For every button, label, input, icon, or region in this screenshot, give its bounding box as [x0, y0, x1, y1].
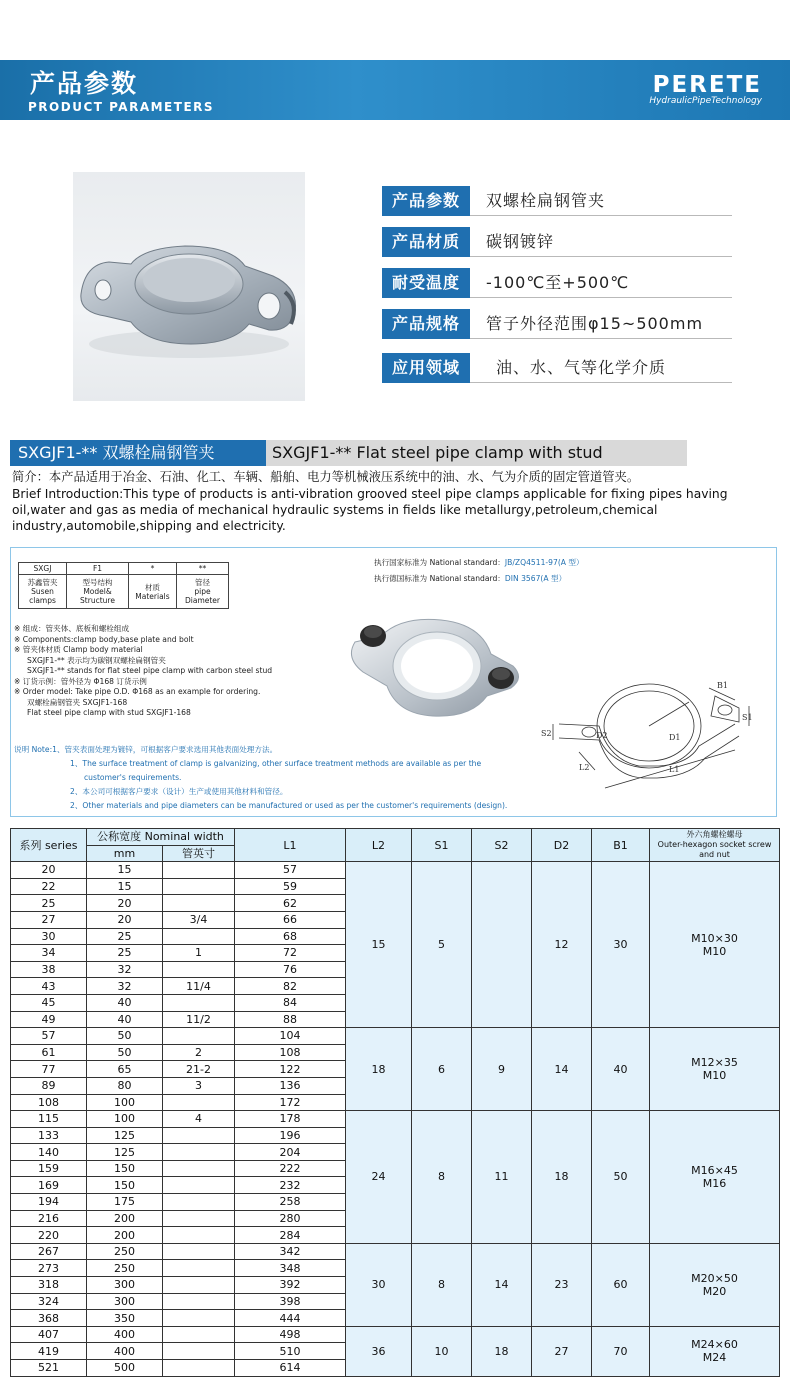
note-line: 说明 Note:1、管夹表面处理为镀锌，可根据客户要求选用其他表面处理方法。 — [14, 745, 278, 754]
param-row — [382, 186, 732, 216]
table-cell: 392 — [235, 1277, 346, 1294]
table-cell: 400 — [87, 1343, 163, 1360]
table-cell: 267 — [11, 1243, 87, 1260]
table-cell: 84 — [235, 994, 346, 1011]
brand-name: PERETE — [652, 72, 762, 98]
table-cell: 22 — [11, 878, 87, 895]
table-cell: 18 — [532, 1111, 592, 1244]
param-value: 管子外径范围φ15~500mm — [486, 314, 704, 333]
code-desc: 材质 Materials — [129, 575, 177, 609]
table-cell: 284 — [235, 1227, 346, 1244]
table-cell — [163, 994, 235, 1011]
table-cell: 178 — [235, 1111, 346, 1128]
product-title-cn: SXGJF1-** 双螺栓扁钢管夹 — [10, 440, 266, 466]
table-cell — [163, 878, 235, 895]
note-line: 双螺栓扁钢管夹 SXGJF1-168 — [27, 697, 128, 707]
table-cell: 23 — [532, 1243, 592, 1326]
param-label: 产品参数 — [382, 186, 470, 216]
table-cell: 159 — [11, 1160, 87, 1177]
table-cell: 11/2 — [163, 1011, 235, 1028]
header-screw: 外六角螺栓螺母 Outer-hexagon socket screw and nut — [650, 829, 780, 862]
table-cell: 222 — [235, 1160, 346, 1177]
table-cell: 318 — [11, 1277, 87, 1294]
table-cell: 70 — [592, 1326, 650, 1376]
table-cell — [163, 1343, 235, 1360]
divider — [470, 297, 732, 298]
nut-spec: M10 — [702, 1069, 727, 1083]
table-cell: 59 — [235, 878, 346, 895]
header-s2: S2 — [472, 829, 532, 862]
table-cell: 40 — [87, 1011, 163, 1028]
table-cell: 30 — [346, 1243, 412, 1326]
table-cell: 20 — [87, 911, 163, 928]
table-cell — [163, 895, 235, 912]
table-cell — [163, 961, 235, 978]
table-cell: 32 — [87, 978, 163, 995]
table-cell: 150 — [87, 1177, 163, 1194]
diagram-label: S1 — [742, 713, 753, 722]
table-cell: 200 — [87, 1210, 163, 1227]
table-cell: 108 — [11, 1094, 87, 1111]
code-table — [18, 562, 229, 609]
table-cell: 368 — [11, 1310, 87, 1327]
table-cell: 196 — [235, 1127, 346, 1144]
table-cell — [163, 1227, 235, 1244]
clamp-diagram — [539, 666, 773, 794]
table-cell: 136 — [235, 1077, 346, 1094]
header-l2: L2 — [346, 829, 412, 862]
table-cell: 20 — [87, 895, 163, 912]
note-line: customer's requirements. — [84, 773, 182, 782]
table-cell: 2 — [163, 1044, 235, 1061]
table-row — [11, 862, 780, 879]
standard-value: DIN 3567(A 型） — [504, 574, 567, 583]
table-cell: 125 — [87, 1144, 163, 1161]
table-cell: 104 — [235, 1028, 346, 1045]
table-cell: 36 — [346, 1326, 412, 1376]
table-cell: 43 — [11, 978, 87, 995]
table-cell: 34 — [11, 945, 87, 962]
table-cell: 61 — [11, 1044, 87, 1061]
table-cell: 11/4 — [163, 978, 235, 995]
note-line: ※ 管夹体材质 Clamp body material — [14, 645, 143, 654]
nut-spec: M20 — [702, 1284, 727, 1298]
table-cell — [163, 1326, 235, 1343]
table-cell: 500 — [87, 1360, 163, 1377]
table-cell: 300 — [87, 1277, 163, 1294]
table-row — [11, 1111, 780, 1128]
table-cell: 21-2 — [163, 1061, 235, 1078]
table-cell: 72 — [235, 945, 346, 962]
standard-label: 执行国家标准为 National standard： — [374, 558, 505, 567]
table-cell: 45 — [11, 994, 87, 1011]
table-cell — [163, 1127, 235, 1144]
table-cell: 30 — [11, 928, 87, 945]
national-standard — [374, 557, 584, 568]
table-cell: 3/4 — [163, 911, 235, 928]
table-cell: 100 — [87, 1094, 163, 1111]
header-d2: D2 — [532, 829, 592, 862]
table-cell: 25 — [87, 945, 163, 962]
nut-spec: M24 — [702, 1351, 727, 1365]
note-line: ※ 组成：管夹体、底板和螺栓组成 — [14, 624, 130, 633]
param-value: 双螺栓扁钢管夹 — [486, 191, 606, 210]
diagram-label: B1 — [717, 681, 728, 690]
clamp-render-icon — [341, 606, 541, 726]
table-row — [11, 1028, 780, 1045]
table-cell: 57 — [11, 1028, 87, 1045]
header-b1: B1 — [592, 829, 650, 862]
code-desc: 苏鑫管夹 Susen clamps — [19, 575, 67, 609]
spec-table — [10, 828, 780, 1377]
table-cell — [163, 1243, 235, 1260]
brand-logo — [649, 72, 762, 106]
table-cell: 14 — [472, 1243, 532, 1326]
table-cell: 20 — [11, 862, 87, 879]
table-cell: 100 — [87, 1111, 163, 1128]
table-cell: 125 — [87, 1127, 163, 1144]
table-cell: 30 — [592, 862, 650, 1028]
table-cell — [163, 1028, 235, 1045]
table-cell: 498 — [235, 1326, 346, 1343]
note-line: 1、The surface treatment of clamp is galvanizing, other surface treatment methods are available as per the — [70, 759, 482, 768]
table-cell: 216 — [11, 1210, 87, 1227]
table-cell: 15 — [87, 878, 163, 895]
code-cell: ** — [177, 563, 229, 575]
header-title-en: PRODUCT PARAMETERS — [28, 100, 215, 114]
table-cell: 12 — [532, 862, 592, 1028]
table-cell: 76 — [235, 961, 346, 978]
note-line: ※ Order model: Take pipe O.D. Φ168 as an example for ordering. — [14, 687, 261, 696]
diagram-label: S2 — [541, 729, 552, 738]
table-cell: 350 — [87, 1310, 163, 1327]
table-row — [11, 1326, 780, 1343]
code-cell: F1 — [67, 563, 129, 575]
intro-en: Brief Introduction:This type of products is anti-vibration grooved steel pipe clamps applicable for fixing pipes having oil,water and gas as media of mechanical hydraulic systems in fields like metallurgy,petroleum,chemical industry,automobile,shipping and electricity. — [12, 487, 728, 533]
table-cell: 342 — [235, 1243, 346, 1260]
diagram-label: L1 — [669, 765, 680, 774]
code-desc: 型号结构 Model& Structure — [67, 575, 129, 609]
table-cell: 614 — [235, 1360, 346, 1377]
intro-cn: 简介：本产品适用于冶金、石油、化工、车辆、船舶、电力等机械液压系统中的油、水、气为介质的固定管道管夹。 — [12, 470, 640, 484]
table-cell: 220 — [11, 1227, 87, 1244]
table-cell: 9 — [472, 1028, 532, 1111]
table-cell: 419 — [11, 1343, 87, 1360]
table-cell: 15 — [346, 862, 412, 1028]
table-cell: 14 — [532, 1028, 592, 1111]
table-cell: 66 — [235, 911, 346, 928]
note-line: 2、Other materials and pipe diameters can be manufactured or used as per the customer's requirements (design). — [70, 801, 508, 810]
table-cell — [163, 1160, 235, 1177]
divider — [470, 382, 732, 383]
table-cell: 11 — [472, 1111, 532, 1244]
table-cell: 89 — [11, 1077, 87, 1094]
table-cell: 1 — [163, 945, 235, 962]
table-cell: 15 — [87, 862, 163, 879]
product-photo — [73, 172, 305, 401]
diagram-label: L2 — [579, 763, 590, 772]
table-cell: 82 — [235, 978, 346, 995]
table-cell — [472, 862, 532, 1028]
table-cell: 348 — [235, 1260, 346, 1277]
nut-spec: M16 — [702, 1176, 727, 1190]
table-cell: 6 — [412, 1028, 472, 1111]
table-cell: 38 — [11, 961, 87, 978]
table-cell — [163, 928, 235, 945]
screw-spec: M12×35 — [691, 1056, 738, 1070]
param-label: 应用领域 — [382, 353, 470, 383]
screw-spec: M24×60 — [691, 1338, 738, 1352]
note-line: 2、本公司可根据客户要求（设计）生产或使用其他材料和管径。 — [70, 787, 288, 796]
table-cell: 60 — [592, 1243, 650, 1326]
product-title-bar — [10, 440, 687, 466]
header-banner — [0, 60, 790, 120]
header-title-cn: 产品参数 — [30, 69, 139, 98]
table-cell — [163, 1360, 235, 1377]
note-line: SXGJF1-** 表示均为碳钢双螺栓扁钢管夹 — [27, 655, 166, 665]
param-value: 碳钢镀锌 — [486, 232, 555, 251]
table-cell: 27 — [11, 911, 87, 928]
note-line: ※ Components:clamp body,base plate and bolt — [14, 634, 194, 644]
table-cell: 18 — [346, 1028, 412, 1111]
table-cell — [163, 1144, 235, 1161]
table-cell: 273 — [11, 1260, 87, 1277]
table-cell — [650, 1111, 780, 1244]
table-cell: 40 — [592, 1028, 650, 1111]
table-row — [11, 1243, 780, 1260]
code-cell: * — [129, 563, 177, 575]
param-label: 产品规格 — [382, 309, 470, 339]
table-cell: 258 — [235, 1194, 346, 1211]
param-row — [382, 268, 732, 298]
table-cell: 407 — [11, 1326, 87, 1343]
table-cell: 115 — [11, 1111, 87, 1128]
table-cell: 62 — [235, 895, 346, 912]
table-cell: 172 — [235, 1094, 346, 1111]
screw-spec: M16×45 — [691, 1163, 738, 1177]
table-cell: 300 — [87, 1293, 163, 1310]
table-cell: 5 — [412, 862, 472, 1028]
header-nominal: 公称宽度 Nominal width — [87, 829, 235, 846]
divider — [470, 256, 732, 257]
table-cell: 194 — [11, 1194, 87, 1211]
spec-table-body — [11, 862, 780, 1376]
table-cell: 400 — [87, 1326, 163, 1343]
table-cell: 510 — [235, 1343, 346, 1360]
table-cell: 10 — [412, 1326, 472, 1376]
table-cell — [163, 1260, 235, 1277]
table-cell: 50 — [87, 1044, 163, 1061]
table-cell: 3 — [163, 1077, 235, 1094]
table-cell: 133 — [11, 1127, 87, 1144]
header-series: 系列 series — [11, 829, 87, 862]
table-cell: 50 — [87, 1028, 163, 1045]
header-s1: S1 — [412, 829, 472, 862]
table-cell: 27 — [532, 1326, 592, 1376]
table-cell: 280 — [235, 1210, 346, 1227]
note-line: SXGJF1-** stands for flat steel pipe clamp with carbon steel stud — [27, 666, 273, 675]
table-cell: 25 — [87, 928, 163, 945]
table-cell: 68 — [235, 928, 346, 945]
param-row — [382, 353, 732, 383]
table-cell — [163, 862, 235, 879]
header-inch: 管英寸 — [163, 845, 235, 862]
table-cell: 25 — [11, 895, 87, 912]
table-cell — [163, 1094, 235, 1111]
table-cell: 50 — [592, 1111, 650, 1244]
table-cell: 65 — [87, 1061, 163, 1078]
param-value: 油、水、气等化学介质 — [496, 358, 667, 377]
header-l1: L1 — [235, 829, 346, 862]
table-cell — [650, 1243, 780, 1326]
table-cell — [163, 1277, 235, 1294]
product-title-en: SXGJF1-** Flat steel pipe clamp with stud — [272, 443, 603, 462]
table-cell — [163, 1194, 235, 1211]
screw-spec: M20×50 — [691, 1271, 738, 1285]
table-cell: 175 — [87, 1194, 163, 1211]
note-line: Flat steel pipe clamp with stud SXGJF1-168 — [27, 708, 191, 717]
table-cell — [650, 862, 780, 1028]
param-label: 产品材质 — [382, 227, 470, 257]
table-cell: 8 — [412, 1111, 472, 1244]
table-cell — [650, 1326, 780, 1376]
code-cell: SXGJ — [19, 563, 67, 575]
param-row — [382, 227, 732, 257]
table-cell: 77 — [11, 1061, 87, 1078]
table-cell: 24 — [346, 1111, 412, 1244]
spec-box — [10, 547, 777, 817]
table-cell: 57 — [235, 862, 346, 879]
table-cell: 250 — [87, 1260, 163, 1277]
param-value: -100℃至+500℃ — [486, 273, 630, 292]
standard-label: 执行德国标准为 National standard： — [374, 574, 505, 583]
german-standard — [374, 573, 566, 584]
table-cell: 204 — [235, 1144, 346, 1161]
param-label: 耐受温度 — [382, 268, 470, 298]
header-mm: mm — [87, 845, 163, 862]
table-cell: 18 — [472, 1326, 532, 1376]
table-cell: 521 — [11, 1360, 87, 1377]
divider — [470, 338, 732, 339]
clamp-photo-icon — [73, 172, 305, 401]
note-line: ※ 订货示例：管外径为 Φ168 订货示例 — [14, 676, 147, 686]
table-cell: 4 — [163, 1111, 235, 1128]
table-cell: 250 — [87, 1243, 163, 1260]
table-cell: 200 — [87, 1227, 163, 1244]
table-cell: 324 — [11, 1293, 87, 1310]
table-cell: 88 — [235, 1011, 346, 1028]
table-cell: 398 — [235, 1293, 346, 1310]
table-cell — [163, 1177, 235, 1194]
param-row — [382, 309, 732, 339]
standard-value: JB/ZQ4511-97(A 型） — [504, 558, 584, 567]
table-cell: 108 — [235, 1044, 346, 1061]
code-desc: 管径 pipe Diameter — [177, 575, 229, 609]
divider — [470, 215, 732, 216]
table-cell: 150 — [87, 1160, 163, 1177]
table-cell: 80 — [87, 1077, 163, 1094]
table-cell: 32 — [87, 961, 163, 978]
table-cell — [163, 1293, 235, 1310]
table-cell: 169 — [11, 1177, 87, 1194]
nut-spec: M10 — [702, 944, 727, 958]
table-cell: 444 — [235, 1310, 346, 1327]
table-cell: 40 — [87, 994, 163, 1011]
table-cell: 8 — [412, 1243, 472, 1326]
diagram-label: D2 — [596, 731, 608, 740]
diagram-label: D1 — [669, 733, 681, 742]
table-cell — [163, 1310, 235, 1327]
table-cell: 122 — [235, 1061, 346, 1078]
table-cell: 49 — [11, 1011, 87, 1028]
brand-tagline: HydraulicPipeTechnology — [649, 96, 762, 106]
table-cell — [650, 1028, 780, 1111]
screw-spec: M10×30 — [691, 931, 738, 945]
table-cell: 232 — [235, 1177, 346, 1194]
table-cell: 140 — [11, 1144, 87, 1161]
surface-notes — [14, 743, 507, 813]
table-cell — [163, 1210, 235, 1227]
spec-notes — [14, 624, 272, 719]
